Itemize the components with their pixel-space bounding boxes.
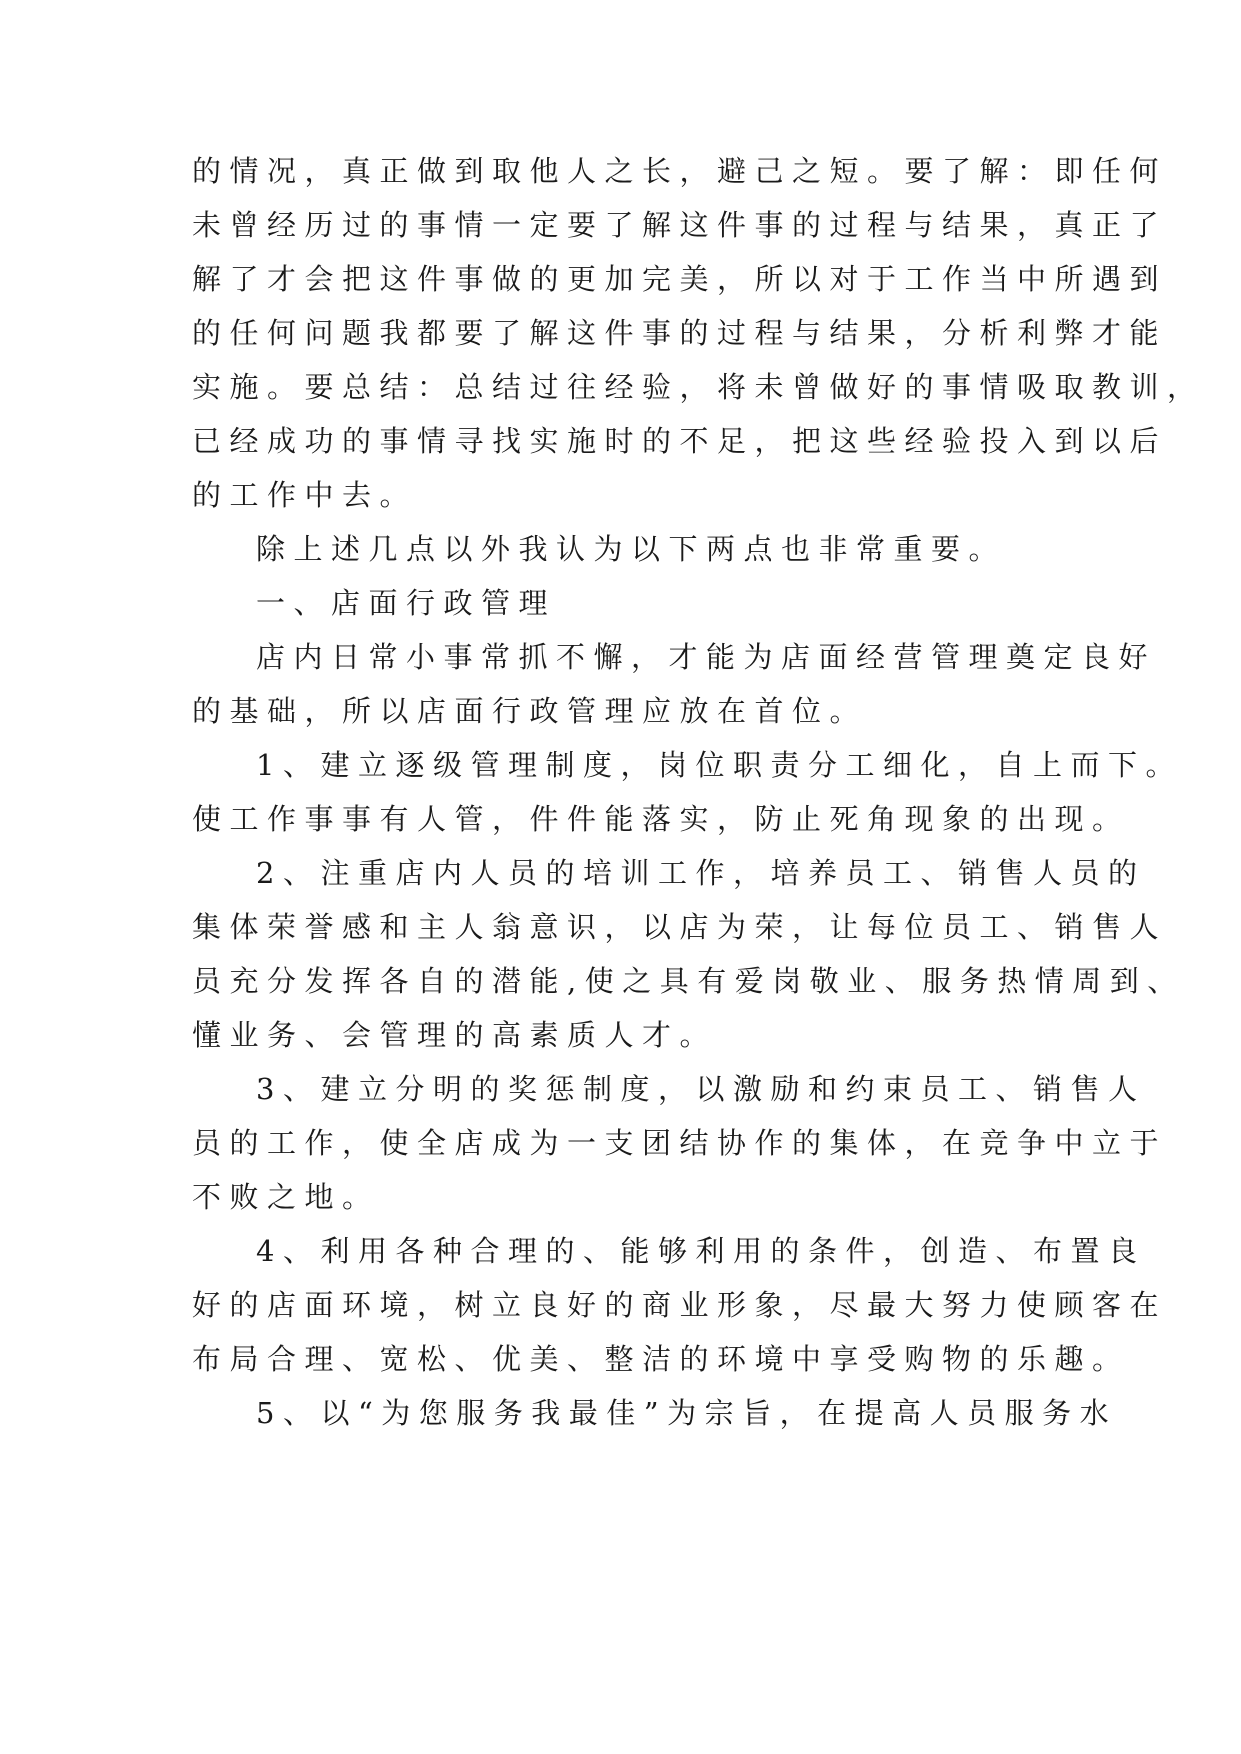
section-heading: 一、店面行政管理 bbox=[256, 586, 557, 620]
text-line: 实施。要总结：总结过往经验，将未曾做好的事情吸取教训， bbox=[192, 370, 1205, 404]
list-item-first-line: 4、利用各种合理的、能够利用的条件，创造、布置良 bbox=[256, 1234, 1146, 1268]
paragraph-first-line: 除上述几点以外我认为以下两点也非常重要。 bbox=[256, 532, 1007, 566]
text-line: 的任何问题我都要了解这件事的过程与结果，分析利弊才能 bbox=[192, 316, 1168, 350]
paragraph-first-line: 店内日常小事常抓不懈，才能为店面经营管理奠定良好 bbox=[256, 640, 1157, 674]
text-line: 懂业务、会管理的高素质人才。 bbox=[192, 1018, 718, 1052]
list-item-first-line: 5、以“为您服务我最佳”为宗旨，在提高人员服务水 bbox=[256, 1396, 1118, 1430]
text-line: 的基础，所以店面行政管理应放在首位。 bbox=[192, 694, 868, 728]
text-line: 使工作事事有人管，件件能落实，防止死角现象的出现。 bbox=[192, 802, 1130, 836]
text-line: 的工作中去。 bbox=[192, 478, 418, 512]
text-line: 的情况，真正做到取他人之长，避己之短。要了解：即任何 bbox=[192, 154, 1168, 188]
text-line: 已经成功的事情寻找实施时的不足，把这些经验投入到以后 bbox=[192, 424, 1168, 458]
text-line: 员的工作，使全店成为一支团结协作的集体，在竞争中立于 bbox=[192, 1126, 1168, 1160]
text-line: 好的店面环境，树立良好的商业形象，尽最大努力使顾客在 bbox=[192, 1288, 1168, 1322]
list-item-first-line: 3、建立分明的奖惩制度，以激励和约束员工、销售人 bbox=[256, 1072, 1146, 1106]
list-item-first-line: 2、注重店内人员的培训工作，培养员工、销售人员的 bbox=[256, 856, 1146, 890]
text-line: 布局合理、宽松、优美、整洁的环境中享受购物的乐趣。 bbox=[192, 1342, 1130, 1376]
text-line: 解了才会把这件事做的更加完美，所以对于工作当中所遇到 bbox=[192, 262, 1168, 296]
text-line: 未曾经历过的事情一定要了解这件事的过程与结果，真正了 bbox=[192, 208, 1168, 242]
text-line: 不败之地。 bbox=[192, 1180, 380, 1214]
list-item-first-line: 1、建立逐级管理制度，岗位职责分工细化，自上而下。 bbox=[256, 748, 1183, 782]
text-line: 集体荣誉感和主人翁意识，以店为荣，让每位员工、销售人 bbox=[192, 910, 1168, 944]
text-line: 员充分发挥各自的潜能,使之具有爱岗敬业、服务热情周到、 bbox=[192, 964, 1185, 998]
